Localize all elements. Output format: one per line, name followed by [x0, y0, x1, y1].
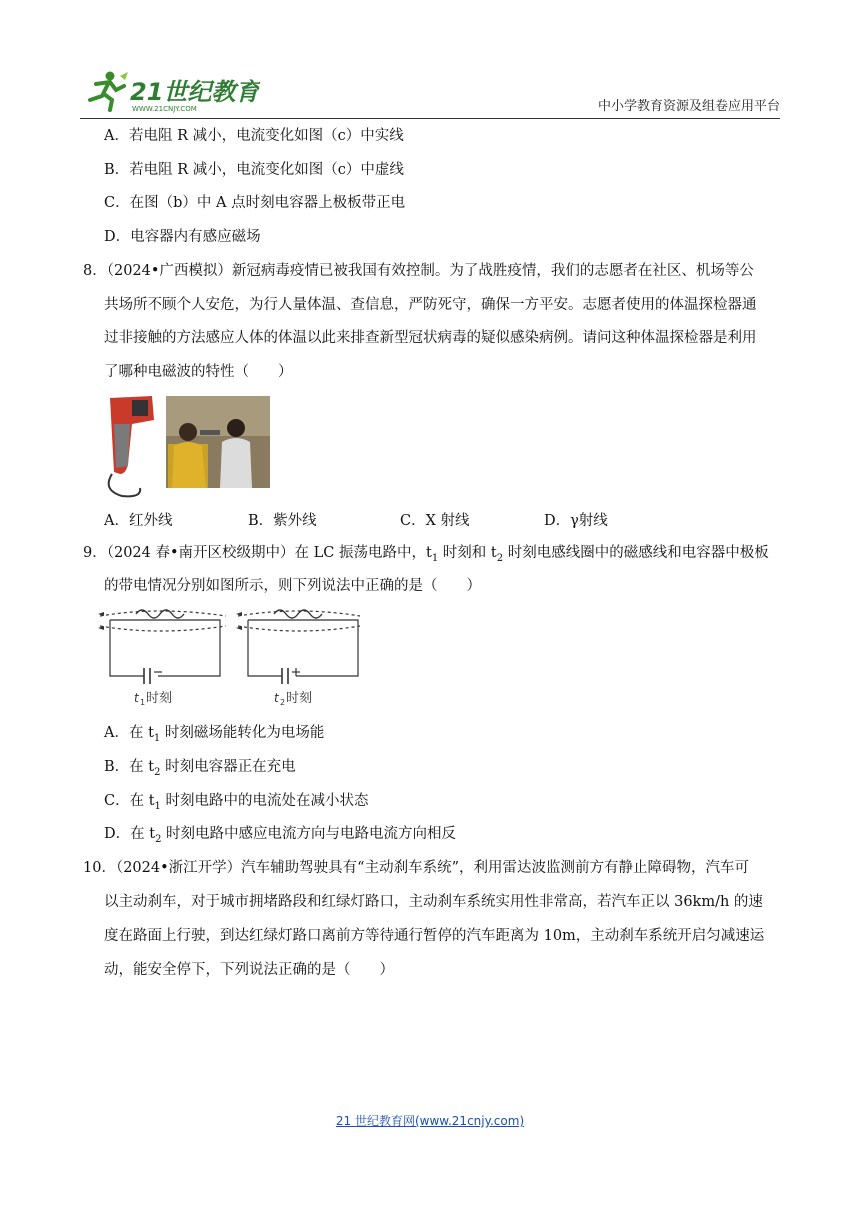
q9-option-d: D．在 $t_2$ 时刻电路中感应电流方向与电路电流方向相反 [104, 826, 457, 845]
page-header [80, 68, 780, 119]
thermometer-photo [102, 394, 272, 500]
q8-option-b: B．紫外线 [248, 513, 317, 529]
q10-stem-line1: 10．（2024•浙江开学）汽车辅助驾驶具有“主动刹车系统”，利用雷达波监测前方有静止障碍物，汽车可 [83, 860, 749, 876]
q10-stem-line4: 动，能安全停下，下列说法正确的是（ ） [104, 962, 394, 978]
logo-url: WWW.21CNJY.COM [132, 105, 197, 113]
header-platform-text: 中小学教育资源及组卷应用平台 [597, 99, 780, 114]
infrared-thermometer-icon [109, 396, 154, 496]
lc-circuit-figure [98, 606, 360, 714]
temperature-check-photo [166, 396, 270, 488]
runner-icon [90, 72, 128, 111]
q8-option-d: D．γ射线 [544, 513, 608, 529]
site-logo [80, 70, 260, 114]
t2-subscript: 2 [280, 698, 286, 707]
q9-stem-line1: 9．（2024 春•南开区校级期中）在 LC 振荡电路中，$t_1$ 时刻和 $t_2$ 时刻电感线圈中的磁感线和电容器中极板 [83, 545, 769, 564]
t2-symbol: t [274, 691, 279, 705]
q8-stem-line2: 共场所不顾个人安危，为行人量体温、查信息，严防死守，确保一方平安。志愿者使用的体温探检器通 [104, 297, 757, 313]
footer-link[interactable]: 21 世纪教育网(www.21cnjy.com) [335, 1114, 525, 1128]
t1-subscript: 1 [140, 698, 146, 707]
q8-option-c: C．X 射线 [400, 513, 470, 529]
arrow-icon [98, 612, 104, 630]
q8-stem-line1: 8．（2024•广西模拟）新冠病毒疫情已被我国有效控制。为了战胜疫情，我们的志愿者在社区、机场等公 [83, 263, 754, 279]
q10-stem-line3: 度在路面上行驶，到达红绿灯路口离前方等待通行暂停的汽车距离为 10m，主动刹车系统开启匀减速运 [104, 928, 765, 944]
fig-label-t1: 时刻 [146, 691, 173, 706]
q7-option-d: D．电容器内有感应磁场 [104, 229, 261, 245]
q8-stem-line3: 过非接触的方法感应人体的体温以此来排查新型冠状病毒的疑似感染病例。请问这种体温探检器是利用 [104, 330, 757, 346]
q7-option-c: C．在图（b）中 A 点时刻电容器上极板带正电 [104, 195, 406, 211]
q9-option-a: A．在 $t_1$ 时刻磁场能转化为电场能 [104, 725, 325, 744]
q8-option-a: A．红外线 [104, 513, 173, 529]
logo-text: 21世纪教育 [130, 78, 260, 106]
fig-label-t2: 时刻 [286, 691, 313, 706]
q9-stem-line2: 的带电情况分别如图所示，则下列说法中正确的是（ ） [104, 578, 481, 594]
q7-option-a: A．若电阻 R 减小，电流变化如图（c）中实线 [104, 128, 404, 144]
arrow-icon [236, 612, 242, 630]
q9-option-c: C．在 $t_1$ 时刻电路中的电流处在减小状态 [104, 793, 369, 812]
q10-stem-line2: 以主动刹车，对于城市拥堵路段和红绿灯路口，主动刹车系统实用性非常高，若汽车正以 36km/h 的速 [104, 894, 763, 910]
q9-option-b: B．在 $t_2$ 时刻电容器正在充电 [104, 759, 296, 778]
q8-stem-line4: 了哪种电磁波的特性（ ） [104, 364, 293, 380]
t1-symbol: t [134, 691, 139, 705]
q7-option-b: B．若电阻 R 减小，电流变化如图（c）中虚线 [104, 162, 404, 178]
circuit-t1 [100, 610, 226, 684]
circuit-t2 [238, 610, 360, 684]
